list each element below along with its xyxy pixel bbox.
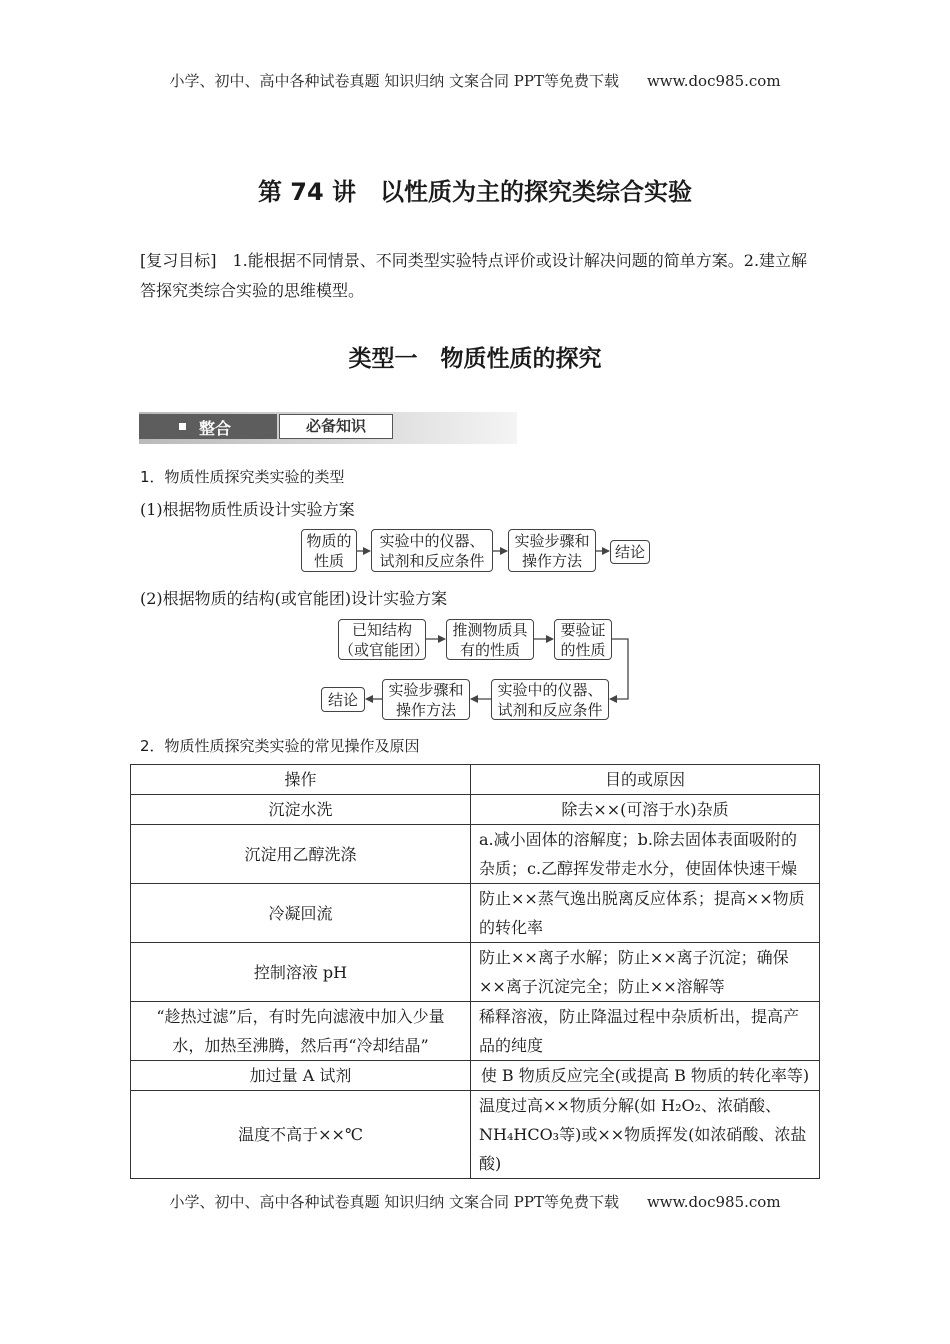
table-cell-reason: 防止××蒸气逸出脱离反应体系；提高××物质的转化率 — [471, 884, 820, 943]
flow2-arrow — [610, 639, 628, 699]
flow2-box-text: 实验中的仪器、 试剂和反应条件 — [497, 680, 603, 719]
table-cell-reason: 温度过高××物质分解(如 H₂O₂、浓硝酸、NH₄HCO₃等)或××物质挥发(如浓硝酸、浓盐酸) — [471, 1091, 820, 1179]
page-title: 第 74 讲 以性质为主的探究类综合实验 — [257, 178, 693, 206]
table-cell-operation: 控制溶液 pH — [131, 943, 471, 1002]
table-cell-operation: 温度不高于××℃ — [131, 1091, 471, 1179]
flow2-box-text: 已知结构 （或官能团） — [339, 620, 430, 659]
table-cell-operation: 沉淀用乙醇洗涤 — [131, 825, 471, 884]
table-cell-reason: 防止××离子水解；防止××离子沉淀；确保××离子沉淀完全；防止××溶解等 — [471, 943, 820, 1002]
table-row — [131, 1061, 820, 1091]
flow1-box-text: 结论 — [614, 543, 645, 561]
header-url[interactable]: www.doc985.com — [646, 72, 781, 90]
flow1-box-text: 实验中的仪器、 试剂和反应条件 — [379, 531, 485, 570]
table-row — [131, 1002, 820, 1061]
point1-sub1: (1)根据物质性质设计实验方案 — [140, 500, 355, 519]
point2-title: 2．物质性质探究类实验的常见操作及原因 — [140, 737, 420, 755]
table-cell-reason: 稀释溶液，防止降温过程中杂质析出，提高产品的纯度 — [471, 1002, 820, 1061]
flow1-box-text: 物质的 性质 — [306, 531, 352, 570]
goal-text: 1.能根据不同情景、不同类型实验特点评价或设计解决问题的简单方案。2.建立解答探究类综合实验的思维模型。 — [140, 251, 808, 300]
table-row — [131, 795, 820, 825]
footer-url[interactable]: www.doc985.com — [646, 1193, 781, 1211]
table-cell-operation: 冷凝回流 — [131, 884, 471, 943]
table-cell-reason: a.减小固体的溶解度；b.除去固体表面吸附的杂质；c.乙醇挥发带走水分，使固体快速干燥 — [471, 825, 820, 884]
flow2-box-text: 结论 — [327, 690, 358, 709]
table-cell-operation: 沉淀水洗 — [131, 795, 471, 825]
table-header-row — [131, 765, 820, 795]
table-cell-operation: 加过量 A 试剂 — [131, 1061, 471, 1091]
table-header-cell: 操作 — [131, 765, 471, 795]
page-footer — [0, 1191, 950, 1212]
flow2-box-text: 推测物质具 有的性质 — [452, 620, 528, 659]
table-row — [131, 943, 820, 1002]
flow2-box-text: 要验证 的性质 — [560, 620, 606, 659]
point1-sub2: (2)根据物质的结构(或官能团)设计实验方案 — [140, 589, 448, 608]
header-text: 小学、初中、高中各种试卷真题 知识归纳 文案合同 PPT等免费下载 — [169, 72, 619, 90]
table-row — [131, 825, 820, 884]
flow2-box-text: 实验步骤和 操作方法 — [388, 680, 464, 719]
banner-dark-label: 整合 — [199, 419, 232, 438]
table-header-cell: 目的或原因 — [471, 765, 820, 795]
table-cell-reason: 除去××(可溶于水)杂质 — [471, 795, 820, 825]
goal-label: [复习目标] — [140, 251, 217, 270]
operations-table — [130, 764, 820, 1179]
flow1-box-text: 实验步骤和 操作方法 — [514, 531, 590, 570]
banner-light-label: 必备知识 — [279, 414, 393, 439]
table-row — [131, 1091, 820, 1179]
section-title: 类型一 物质性质的探究 — [348, 346, 602, 372]
table-cell-operation: “趁热过滤”后，有时先向滤液中加入少量水，加热至沸腾，然后再“冷却结晶” — [131, 1002, 471, 1061]
point1-title: 1．物质性质探究类实验的类型 — [140, 468, 345, 486]
table-row — [131, 884, 820, 943]
table-cell-reason: 使 B 物质反应完全(或提高 B 物质的转化率等) — [471, 1061, 820, 1091]
footer-text: 小学、初中、高中各种试卷真题 知识归纳 文案合同 PPT等免费下载 — [169, 1193, 619, 1211]
